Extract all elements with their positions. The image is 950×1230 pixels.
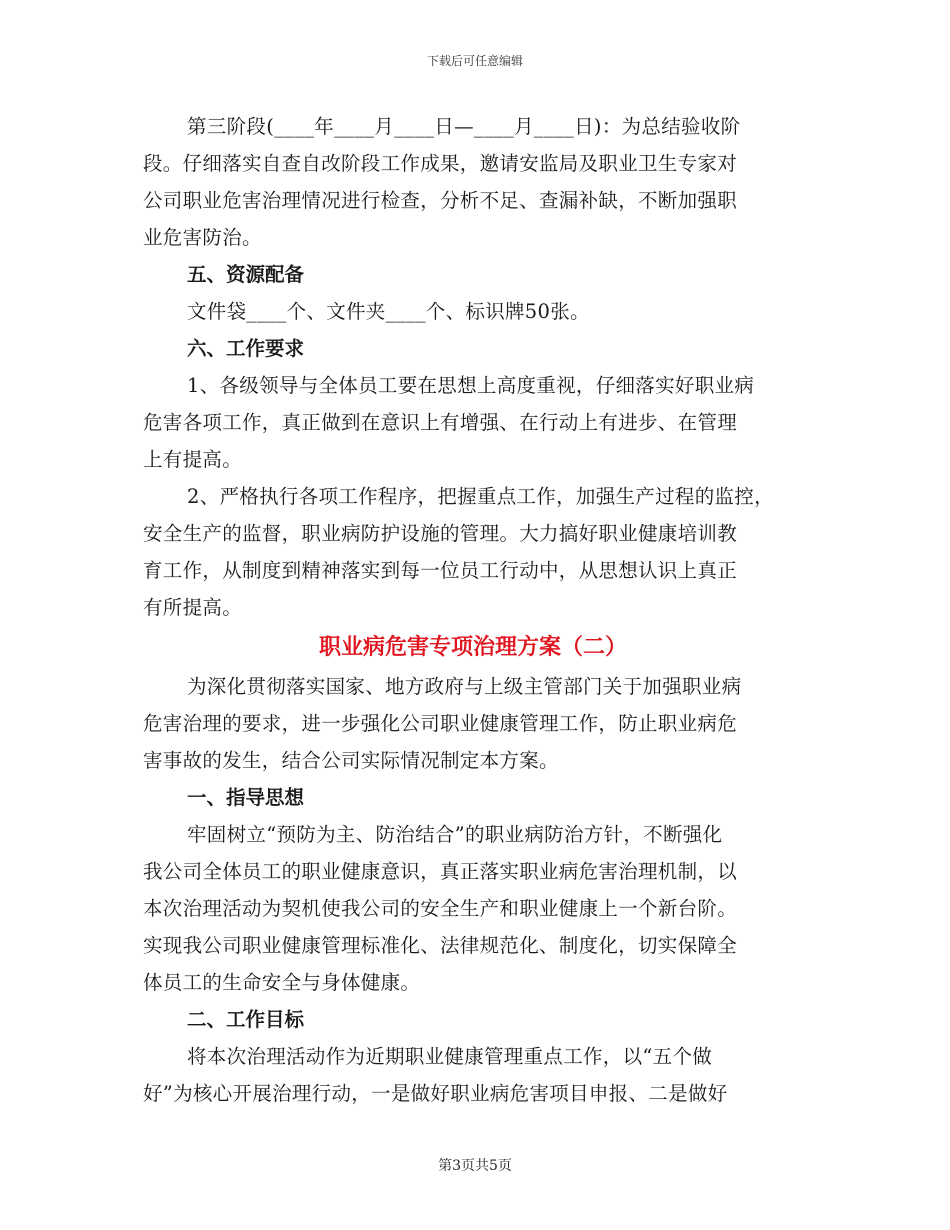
- text-line: 好”为核心开展治理行动，一是做好职业病危害项目申报、二是做好: [143, 1082, 728, 1105]
- text-line: 本次治理活动为契机使我公司的安全生产和职业健康上一个新台阶。: [143, 897, 738, 920]
- paragraph-intro: [143, 668, 803, 779]
- paragraph-work-goals: [143, 1038, 803, 1112]
- page-header: 下载后可任意编辑: [426, 54, 523, 68]
- text-line: 危害治理的要求，进一步强化公司职业健康管理工作，防止职业病危: [143, 712, 738, 735]
- text-line: 实现我公司职业健康管理标准化、法律规范化、制度化，切实保障全: [143, 934, 738, 957]
- section-heading-requirements: 六、工作要求: [187, 337, 305, 360]
- text-line: 我公司全体员工的职业健康意识，真正落实职业病危害治理机制，以: [143, 860, 738, 883]
- paragraph-stage-three: [143, 108, 803, 256]
- text-line: 将本次治理活动作为近期职业健康管理重点工作，以“五个做: [187, 1045, 713, 1068]
- text-line: 害事故的发生，结合公司实际情况制定本方案。: [143, 749, 559, 772]
- paragraph-resources: [143, 293, 803, 330]
- section-heading-guiding-thought: 一、指导思想: [187, 786, 305, 809]
- section-heading-resources: 五、资源配备: [187, 263, 305, 286]
- text-line: 2、严格执行各项工作程序，把握重点工作，加强生产过程的监控，: [187, 485, 774, 508]
- text-line: 安全生产的监督，职业病防护设施的管理。大力搞好职业健康培训教: [143, 522, 738, 545]
- text-line: 第三阶段(____年____月____日—____月____日)：为总结验收阶: [187, 115, 741, 138]
- text-line: 公司职业危害治理情况进行检查，分析不足、查漏补缺，不断加强职: [143, 189, 738, 212]
- text-line: 上有提高。: [143, 448, 243, 471]
- text-line: 文件袋____个、文件夹____个、标识牌50张。: [187, 300, 590, 323]
- document-title: 职业病危害专项治理方案（二）: [318, 635, 627, 660]
- text-line: 段。仔细落实自查自改阶段工作成果，邀请安监局及职业卫生专家对: [143, 152, 738, 175]
- paragraph-guiding-thought: [143, 816, 803, 1001]
- text-line: 为深化贯彻落实国家、地方政府与上级主管部门关于加强职业病: [187, 675, 742, 698]
- text-line: 牢固树立“预防为主、防治结合”的职业病防治方针，不断强化: [187, 823, 723, 846]
- text-line: 危害各项工作，真正做到在意识上有增强、在行动上有进步、在管理: [143, 411, 738, 434]
- text-line: 有所提高。: [143, 596, 243, 619]
- document-body: [143, 108, 803, 1112]
- paragraph-requirement-2: [143, 478, 803, 626]
- text-line: 1、各级领导与全体员工要在思想上高度重视，仔细落实好职业病: [187, 374, 755, 397]
- section-heading-work-goals: 二、工作目标: [187, 1008, 305, 1031]
- text-line: 育工作，从制度到精神落实到每一位员工行动中，从思想认识上真正: [143, 559, 738, 582]
- page-footer: 第3页共5页: [438, 1158, 512, 1174]
- text-line: 业危害防治。: [143, 226, 262, 249]
- text-line: 体员工的生命安全与身体健康。: [143, 971, 421, 994]
- paragraph-requirement-1: [143, 367, 803, 478]
